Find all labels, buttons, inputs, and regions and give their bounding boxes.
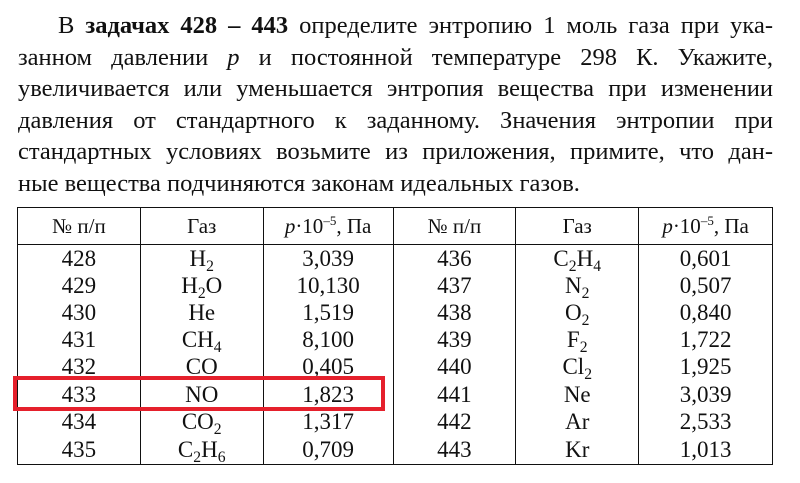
row-number: 432 xyxy=(18,353,141,380)
row-number: 436 xyxy=(393,245,516,273)
row-number: 435 xyxy=(18,435,141,465)
pressure-value: 1,013 xyxy=(639,435,773,465)
pressure-value: 2,533 xyxy=(639,408,773,435)
table-header-row xyxy=(18,208,773,245)
row-number: 428 xyxy=(18,245,141,273)
header-pressure: $p\cdot 10^{-5}$, Па xyxy=(639,208,773,245)
gas-cell: Ne xyxy=(516,380,639,407)
pressure-value: 0,507 xyxy=(639,272,773,299)
pressure-value: 1,317 xyxy=(263,408,393,435)
gas-cell: $Cl_2$ xyxy=(516,353,639,380)
gas-cell: CO xyxy=(140,353,263,380)
gas-cell: NO xyxy=(140,380,263,407)
gas-cell: $N_2$ xyxy=(516,272,639,299)
pressure-value: 3,039 xyxy=(639,380,773,407)
row-number: 437 xyxy=(393,272,516,299)
pressure-value: 0,405 xyxy=(263,353,393,380)
problem-statement xyxy=(18,10,773,200)
row-number: 438 xyxy=(393,299,516,326)
gas-cell: $C_2H_6$ xyxy=(140,435,263,465)
gas-cell: $CO_2$ xyxy=(140,408,263,435)
row-number: 430 xyxy=(18,299,141,326)
gas-cell: $H_2O$ xyxy=(140,272,263,299)
pressure-value: 0,840 xyxy=(639,299,773,326)
pressure-value: 0,601 xyxy=(639,245,773,273)
table-row xyxy=(18,408,773,435)
problem-line: увеличивается или уменьшается энтропия вещества при изменении xyxy=(18,75,773,103)
table-row xyxy=(18,245,773,273)
task-range: задачах 428 – 443 xyxy=(85,12,289,39)
row-number: 433 xyxy=(18,380,141,407)
pressure-value: 1,823 xyxy=(263,380,393,407)
table-row xyxy=(18,380,773,407)
pressure-value: 1,925 xyxy=(639,353,773,380)
table-row xyxy=(18,299,773,326)
header-gas: Газ xyxy=(516,208,639,245)
gas-cell: $C_2H_4$ xyxy=(516,245,639,273)
pressure-value: 3,039 xyxy=(263,245,393,273)
row-number: 429 xyxy=(18,272,141,299)
row-number: 434 xyxy=(18,408,141,435)
problem-line: стандартных условиях возьмите из приложения, примите, что дан- xyxy=(18,138,773,166)
header-num: № п/п xyxy=(18,208,141,245)
row-number: 439 xyxy=(393,326,516,353)
row-number: 441 xyxy=(393,380,516,407)
table-row xyxy=(18,326,773,353)
problem-line: занном давлении p и постоянной температуре 298 К. Укажите, xyxy=(18,43,773,71)
gas-cell: $H_2$ xyxy=(140,245,263,273)
pressure-value: 0,709 xyxy=(263,435,393,465)
gas-cell: He xyxy=(140,299,263,326)
gas-cell: Ar xyxy=(516,408,639,435)
row-number: 442 xyxy=(393,408,516,435)
gas-cell: $F_2$ xyxy=(516,326,639,353)
problem-line: В задачах 428 – 443 определите энтропию 1 моль газа при ука- xyxy=(58,12,773,39)
pressure-variable: p xyxy=(227,43,240,71)
pressure-value: 1,722 xyxy=(639,326,773,353)
table-row xyxy=(18,353,773,380)
gas-cell: Kr xyxy=(516,435,639,465)
header-pressure: $p\cdot 10^{-5}$, Па xyxy=(263,208,393,245)
header-num: № п/п xyxy=(393,208,516,245)
data-table xyxy=(17,207,773,465)
gas-cell: $CH_4$ xyxy=(140,326,263,353)
table-row xyxy=(18,435,773,465)
gas-cell: $O_2$ xyxy=(516,299,639,326)
problem-line: давления от стандартного к заданному. Значения энтропии при xyxy=(18,106,773,134)
table-row xyxy=(18,272,773,299)
row-number: 443 xyxy=(393,435,516,465)
row-number: 440 xyxy=(393,353,516,380)
pressure-value: 1,519 xyxy=(263,299,393,326)
header-gas: Газ xyxy=(140,208,263,245)
pressure-value: 10,130 xyxy=(263,272,393,299)
problem-line: ные вещества подчиняются законам идеальных газов. xyxy=(18,169,580,197)
pressure-value: 8,100 xyxy=(263,326,393,353)
row-number: 431 xyxy=(18,326,141,353)
